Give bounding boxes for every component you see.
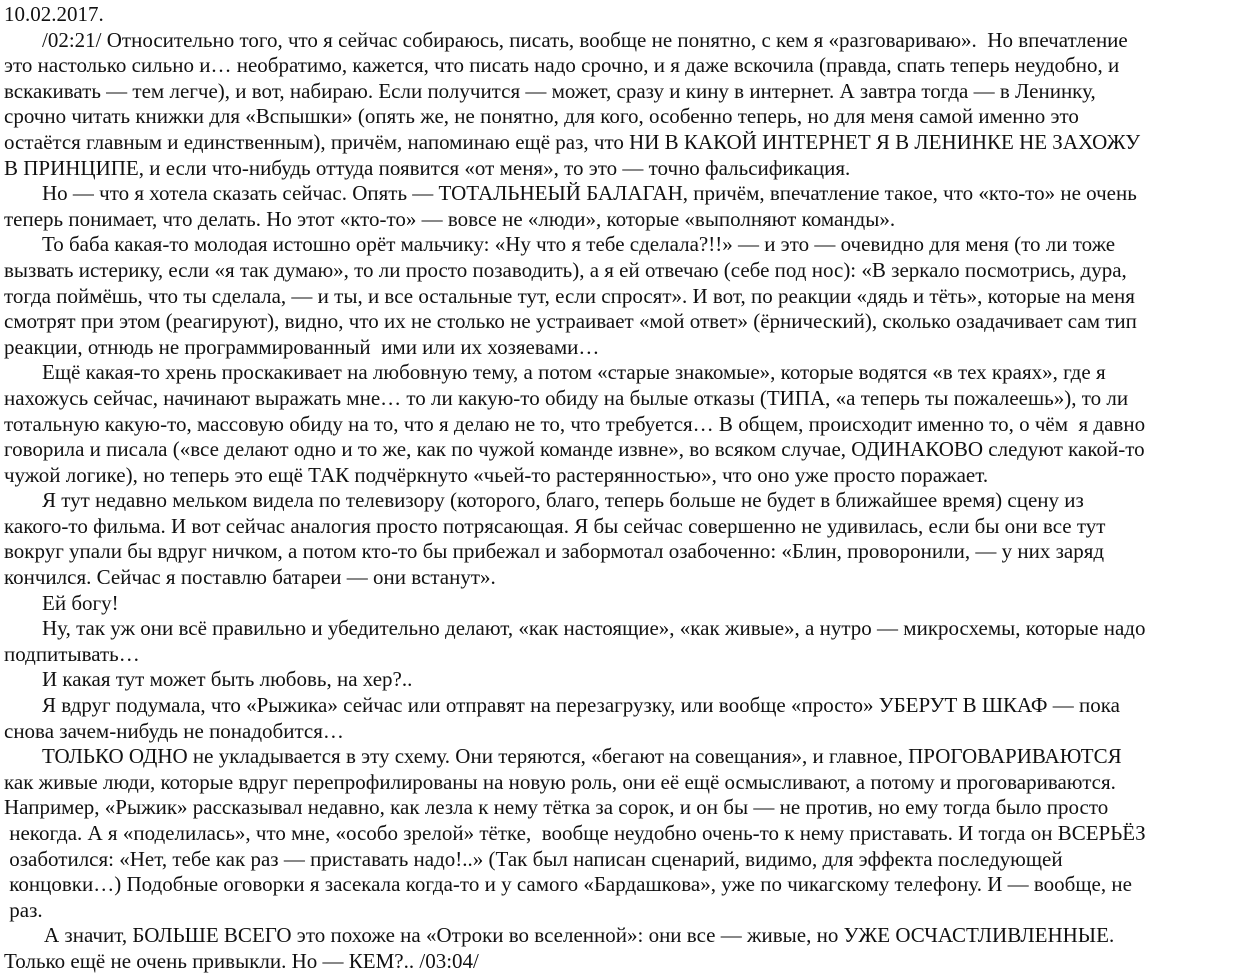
- paragraph: [4, 744, 1232, 923]
- paragraph-line: озаботился: «Нет, тебе как раз — приставать надо!..» (Так был написан сценарий, видимо, для эффекта последующей: [4, 846, 1063, 871]
- paragraph-first-line: /02:21/ Относительно того, что я сейчас собираюсь, писать, вообще не понятно, с кем я «разговариваю». Но впечатление: [42, 27, 1128, 52]
- paragraph: [4, 232, 1232, 360]
- paragraph-line: подпитывать…: [4, 641, 140, 666]
- paragraph-line: кончился. Сейчас я поставлю батареи — они встанут».: [4, 565, 496, 590]
- paragraph-line: В ПРИНЦИПЕ, и если что-нибудь оттуда появится «от меня», то это — точно фальсификация.: [4, 155, 851, 180]
- paragraph-line: вокруг упали бы вдруг ничком, а потом кто-то бы прибежал и забормотал озабоченно: «Блин, проворонили, — у них заряд: [4, 539, 1105, 564]
- paragraph-first-line: Ещё какая-то хрень проскакивает на любовную тему, а потом «старые знакомые», которые водятся «в тех краях», где я: [42, 360, 1106, 385]
- paragraph-line: вскакивать — тем легче), и вот, набираю. Если получится — может, сразу и кину в интернет. А завтра тогда — в Ленинку,: [4, 78, 1096, 103]
- paragraph: [4, 488, 1232, 590]
- paragraph: [4, 667, 1232, 693]
- paragraph-line: теперь понимает, что делать. Но этот «кто-то» — вовсе не «люди», которые «выполняют команды».: [4, 206, 896, 231]
- paragraph-first-line: ТОЛЬКО ОДНО не укладывается в эту схему. Они теряются, «бегают на совещания», и главное, ПРОГОВАРИВАЮТСЯ: [42, 744, 1122, 769]
- paragraph-line: чужой логике), но теперь это ещё ТАК подчёркнуто «чьей-то растерянностью», что оно уже просто поражает.: [4, 462, 989, 487]
- paragraph-first-line: Ну, так уж они всё правильно и убедительно делают, «как настоящие», «как живые», а нутро — микросхемы, которые надо: [42, 616, 1146, 641]
- paragraph-line: тогда поймёшь, что ты сделала, — и ты, и все остальные тут, если спросят». И вот, по реакции «дядь и тёть», которые на меня: [4, 283, 1135, 308]
- paragraph-line: говорила и писала («все делают одно и то же, как по чужой команде извне», во всяком случае, ОДИНАКОВО следуют какой-то: [4, 437, 1145, 462]
- document-body: [4, 28, 1232, 975]
- paragraph: [4, 616, 1232, 667]
- paragraph: [4, 181, 1232, 232]
- paragraph-first-line: То баба какая-то молодая истошно орёт мальчику: «Ну что я тебе сделала?!!» — и это — очевидно для меня (то ли тоже: [42, 232, 1116, 257]
- paragraph-line: это настолько сильно и… необратимо, кажется, что писать надо срочно, и я даже вскочила (правда, спать теперь неудобно, и: [4, 53, 1120, 78]
- paragraph: [4, 923, 1232, 974]
- paragraph: [4, 28, 1232, 182]
- paragraph-line: концовки…) Подобные оговорки я засекала когда-то и у самого «Бардашкова», уже по чикагскому телефону. И — вообще, не: [4, 872, 1132, 897]
- paragraph-first-line: Я вдруг подумала, что «Рыжика» сейчас или отправят на перезагрузку, или вообще «просто» УБЕРУТ В ШКАФ — пока: [42, 693, 1120, 718]
- paragraph-line: нахожусь сейчас, начинают выражать мне… то ли какую-то обиду на былые отказы (ТИПА, «а теперь ты пожалеешь»), то ли: [4, 385, 1129, 410]
- document-page: [4, 2, 1232, 975]
- paragraph-first-line: А значит, БОЛЬШЕ ВСЕГО это похоже на «Отроки во вселенной»: они все — живые, но УЖЕ ОСЧАСТЛИВЛЕННЫЕ.: [44, 923, 1115, 948]
- paragraph-line: раз.: [4, 897, 43, 922]
- paragraph-line: остаётся главным и единственным), причём, напоминаю ещё раз, что НИ В КАКОЙ ИНТЕРНЕТ Я В ЛЕНИНКЕ НЕ ЗАХОЖУ: [4, 129, 1141, 154]
- document-date: 10.02.2017.: [4, 2, 104, 26]
- paragraph-line: снова зачем-нибудь не понадобится…: [4, 718, 344, 743]
- paragraph-line: какого-то фильма. И вот сейчас аналогия просто потрясающая. Я бы сейчас совершенно не удивилась, если бы они все тут: [4, 513, 1106, 538]
- paragraph-first-line: Ей богу!: [42, 590, 119, 615]
- paragraph-line: некогда. А я «поделилась», что мне, «особо зрелой» тётке, вообще неудобно очень-то к нему приставать. И тогда он ВСЕРЬЁЗ: [4, 821, 1146, 845]
- paragraph-line: тотальную какую-то, массовую обиду на то, что я делаю не то, что требуется… В общем, происходит именно то, о чём я давно: [4, 411, 1146, 436]
- paragraph-first-line: Но — что я хотела сказать сейчас. Опять — ТОТАЛЬНЕЫЙ БАЛАГАН, причём, впечатление такое, что «кто-то» не очень: [42, 181, 1137, 206]
- paragraph: [4, 360, 1232, 488]
- paragraph-line: Только ещё не очень привыкли. Но — КЕМ?.. /03:04/: [4, 948, 479, 973]
- paragraph-line: Например, «Рыжик» рассказывал недавно, как лезла к нему тётка за сорок, и он бы — не против, но ему тогда было просто: [4, 795, 1109, 820]
- paragraph-line: вызвать истерику, если «я так думаю», то ли просто позаводить), а я ей отвечаю (себе под нос): «В зеркало посмотрись, дура,: [4, 257, 1127, 282]
- paragraph-line: смотрят при этом (реагируют), видно, что их не столько не устраивает «мой ответ» (ёрнический), сколько озадачивает сам тип: [4, 309, 1137, 334]
- paragraph-line: срочно читать книжки для «Вспышки» (опять же, не понятно, для кого, особенно теперь, но для меня самой именно это: [4, 104, 1079, 129]
- paragraph-line: как живые люди, которые вдруг перепрофилированы на новую роль, они её ещё осмысливают, а потому и проговариваются.: [4, 769, 1116, 794]
- paragraph: [4, 693, 1232, 744]
- paragraph-first-line: И какая тут может быть любовь, на хер?..: [42, 667, 413, 692]
- paragraph: [4, 591, 1232, 617]
- paragraph-line: реакции, отнюдь не программированный ими или их хозяевами…: [4, 334, 600, 359]
- paragraph-first-line: Я тут недавно мельком видела по телевизору (которого, благо, теперь больше не будет в ближайшее время) сцену из: [42, 488, 1084, 513]
